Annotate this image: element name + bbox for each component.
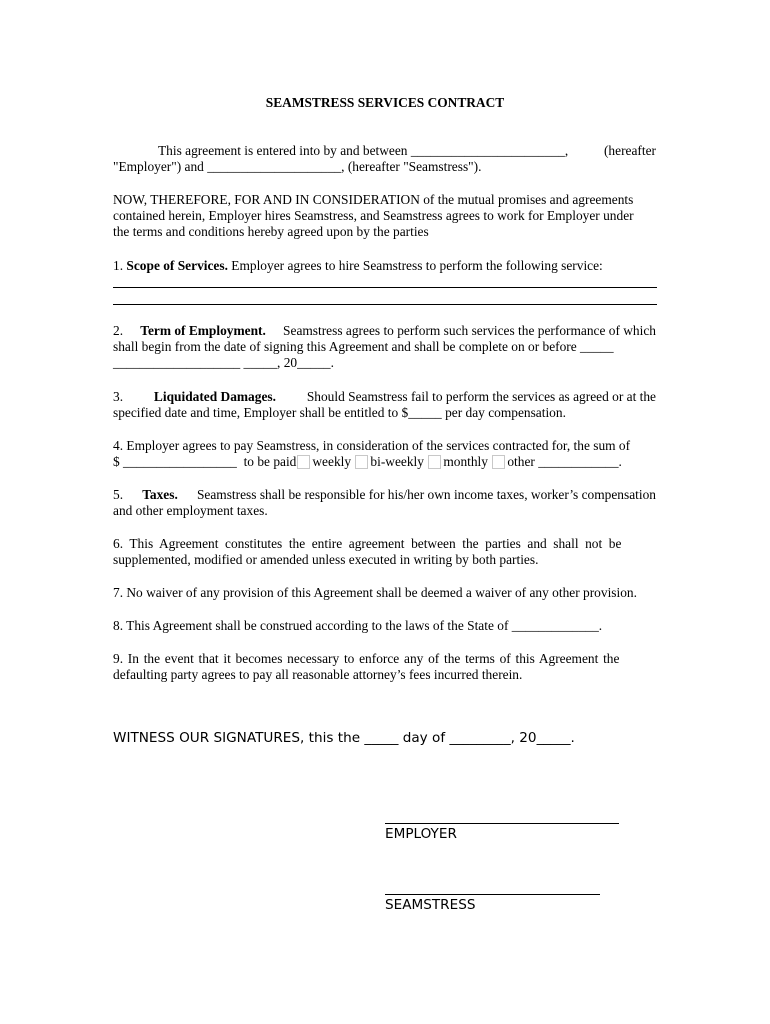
- other-label: other: [507, 454, 535, 469]
- other-checkbox[interactable]: [492, 455, 505, 469]
- weekly-checkbox[interactable]: [297, 455, 310, 469]
- section-8-governing-law: 8. This Agreement shall be construed according to the laws of the State of _____________.: [113, 618, 603, 633]
- section-7-waiver: 7. No waiver of any provision of this Agreement shall be deemed a waiver of any other provision.: [113, 585, 637, 600]
- section-1-scope: [113, 258, 656, 274]
- scope-blank-line-2[interactable]: [113, 304, 657, 305]
- section-4-payment: [113, 438, 656, 470]
- intro-paragraph: [113, 143, 656, 175]
- intro-line-1-start: This agreement is entered into by and between _______________________,: [158, 143, 569, 158]
- section-2-number: 2.: [113, 323, 124, 338]
- section-2-line-2-text: shall begin from the date of signing this Agreement and shall be complete on or before _____: [113, 339, 614, 354]
- section-6-entire-agreement: [113, 536, 656, 568]
- section-9-attorney-fees: [113, 651, 656, 683]
- section-4-line-1: 4. Employer agrees to pay Seamstress, in consideration of the services contracted for, the sum of: [113, 438, 631, 453]
- section-2-line-1: [113, 323, 656, 339]
- bi-weekly-label: bi-weekly: [370, 454, 424, 469]
- section-3-line-1-text: Should Seamstress fail to perform the services as agreed or at the: [306, 389, 656, 404]
- section-9-line-1: [113, 651, 656, 667]
- other-blank[interactable]: ____________.: [538, 454, 622, 469]
- intro-line-1: [113, 143, 656, 159]
- employer-label: EMPLOYER: [385, 826, 457, 842]
- payment-amount-blank[interactable]: $ _________________: [113, 454, 237, 469]
- section-5-line-2: and other employment taxes.: [113, 503, 268, 518]
- section-9-line-1-text: 9. In the event that it becomes necessary to enforce any of the terms of this Agreement the: [113, 651, 620, 666]
- section-1-text: Employer agrees to hire Seamstress to perform the following service:: [231, 258, 603, 273]
- seamstress-signature-line[interactable]: [385, 894, 600, 895]
- intro-line-1-end: (hereafter: [603, 143, 656, 158]
- scope-blank-line-1[interactable]: [113, 287, 657, 288]
- section-3-damages: [113, 389, 656, 421]
- document-title: SEAMSTRESS SERVICES CONTRACT: [265, 95, 505, 110]
- section-1-heading: Scope of Services.: [126, 258, 228, 273]
- weekly-label: weekly: [312, 454, 352, 469]
- section-3-line-2: specified date and time, Employer shall be entitled to $_____ per day compensation.: [113, 405, 566, 420]
- section-4-line-2: [113, 454, 656, 470]
- intro-line-2: "Employer") and ____________________, (hereafter "Seamstress").: [113, 159, 482, 174]
- paid-text: to be paid: [243, 454, 297, 469]
- section-2-heading: Term of Employment.: [140, 323, 266, 338]
- section-5-taxes: [113, 487, 656, 519]
- section-5-heading: Taxes.: [142, 487, 178, 502]
- section-5-number: 5.: [113, 487, 124, 502]
- now-therefore-line-3: the terms and conditions hereby agreed upon by the parties: [113, 224, 429, 239]
- now-therefore-paragraph: [113, 192, 656, 240]
- section-6-line-1: [113, 536, 656, 552]
- section-6-line-2: supplemented, modified or amended unless executed in writing by both parties.: [113, 552, 539, 567]
- section-2-line-3: ___________________ _____, 20_____.: [113, 355, 334, 370]
- section-2-line-1-text: Seamstress agrees to perform such services the performance of which: [283, 323, 656, 338]
- monthly-checkbox[interactable]: [428, 455, 441, 469]
- section-5-line-1-text: Seamstress shall be responsible for his/her own income taxes, worker’s compensation: [196, 487, 656, 502]
- monthly-label: monthly: [443, 454, 488, 469]
- bi-weekly-checkbox[interactable]: [355, 455, 368, 469]
- section-3-number: 3.: [113, 389, 124, 404]
- section-3-line-1: [113, 389, 656, 405]
- section-2-line-2: [113, 339, 656, 355]
- witness-statement: WITNESS OUR SIGNATURES, this the _____ day of _________, 20_____.: [113, 730, 575, 746]
- now-therefore-line-2: contained herein, Employer hires Seamstress, and Seamstress agrees to work for Employer under: [113, 208, 634, 223]
- section-1-number: 1.: [113, 258, 124, 273]
- section-3-heading: Liquidated Damages.: [153, 389, 276, 404]
- seamstress-label: SEAMSTRESS: [385, 897, 476, 913]
- section-2-term: [113, 323, 656, 371]
- employer-signature-line[interactable]: [385, 823, 619, 824]
- section-6-line-1-text: 6. This Agreement constitutes the entire agreement between the parties and shall not be: [113, 536, 622, 551]
- section-9-line-2: defaulting party agrees to pay all reasonable attorney’s fees incurred therein.: [113, 667, 523, 682]
- section-5-line-1: [113, 487, 656, 503]
- now-therefore-line-1: NOW, THEREFORE, FOR AND IN CONSIDERATION of the mutual promises and agreements: [113, 192, 634, 207]
